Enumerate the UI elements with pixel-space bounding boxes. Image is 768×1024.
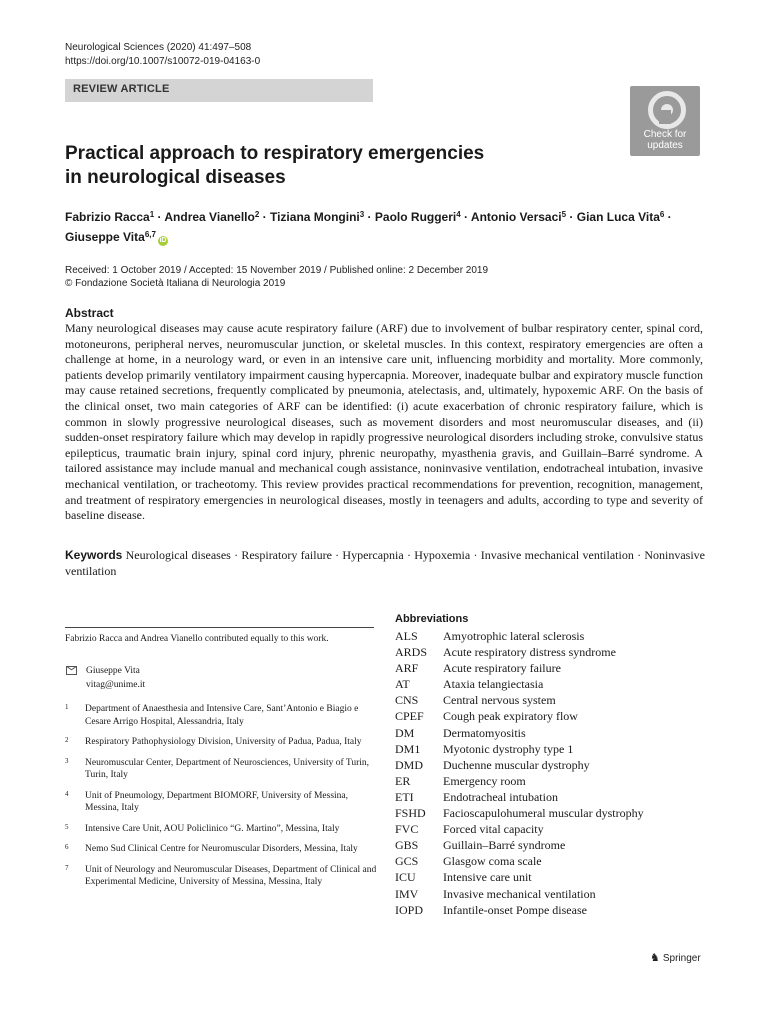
affiliation-item	[65, 843, 377, 856]
author-name[interactable]: Paolo Ruggeri	[374, 210, 457, 224]
author-list: Fabrizio Racca$^1$ · Andrea Vianello$^2$ · Tiziana Mongini$^3$ · Paolo Ruggeri$^4$ · Antonio Versaci$^5$ · Gian Luca Vita$^6$ · Giuseppe Vita$^{6,7}$iD	[65, 210, 672, 244]
affiliation-item	[65, 864, 377, 889]
affiliation-number: 7	[65, 863, 69, 872]
author-affil: 6,7	[144, 230, 156, 239]
abbreviation-term: DMD	[395, 757, 424, 772]
affiliation-item	[65, 736, 377, 749]
publication-dates: Received: 1 October 2019 / Accepted: 15 November 2019 / Published online: 2 December 2019	[65, 265, 489, 276]
author-affil: 4	[456, 210, 461, 219]
abbreviation-definition: Acute respiratory distress syndrome	[443, 645, 616, 660]
author-affil: 5	[561, 210, 567, 219]
author-affil: 1	[149, 210, 155, 219]
abbreviation-row	[395, 853, 725, 869]
correspondence-email[interactable]: vitag@unime.it	[86, 680, 146, 690]
abbreviation-definition: Dermatomyositis	[443, 725, 526, 740]
envelope-icon	[66, 666, 77, 675]
abbreviation-definition: Duchenne muscular dystrophy	[443, 757, 590, 772]
abbreviation-definition: Intensive care unit	[443, 870, 532, 885]
affiliation-item	[65, 703, 377, 728]
abbreviation-row	[395, 708, 725, 724]
check-for-updates-badge[interactable]	[630, 86, 700, 156]
author-name[interactable]: Tiziana Mongini	[269, 210, 360, 224]
abbreviation-definition: Invasive mechanical ventilation	[443, 886, 596, 901]
abbreviation-definition: Central nervous system	[443, 693, 556, 708]
publisher-name: Springer	[662, 953, 701, 964]
abbreviation-row	[395, 773, 725, 789]
author-name[interactable]: Giuseppe Vita	[65, 230, 145, 244]
abbreviation-definition: Emergency room	[443, 773, 526, 788]
affiliation-text: Nemo Sud Clinical Centre for Neuromuscular Disorders, Messina, Italy	[85, 844, 358, 854]
journal-header	[65, 41, 260, 69]
author-affil: 3	[359, 210, 365, 219]
copyright-line: © Fondazione Società Italiana di Neurologia 2019	[65, 278, 286, 289]
abbreviation-row	[395, 757, 725, 773]
affiliation-text: Respiratory Pathophysiology Division, University of Padua, Padua, Italy	[85, 737, 362, 747]
abbreviation-definition: Infantile-onset Pompe disease	[443, 902, 587, 917]
abbreviation-definition: Myotonic dystrophy type 1	[443, 741, 574, 756]
check-updates-line2: updates	[647, 140, 683, 151]
springer-horse-icon: ♞	[650, 952, 660, 964]
abbreviation-row	[395, 821, 725, 837]
affiliation-text: Unit of Pneumology, Department BIOMORF, University of Messina, Messina, Italy	[85, 790, 349, 813]
abbreviation-definition: Endotracheal intubation	[443, 789, 558, 804]
affiliation-item	[65, 790, 377, 815]
author-name[interactable]: Gian Luca Vita	[576, 210, 660, 224]
abbreviation-term: CNS	[395, 693, 419, 708]
abbreviations-heading: Abbreviations	[395, 613, 469, 625]
abbreviation-definition: Cough peak expiratory flow	[443, 709, 578, 724]
footnote-divider	[65, 627, 374, 628]
abbreviation-row	[395, 902, 725, 918]
abbreviation-row	[395, 660, 725, 676]
abbreviation-definition: Amyotrophic lateral sclerosis	[443, 629, 585, 643]
abbreviation-definition: Forced vital capacity	[443, 822, 544, 837]
correspondence	[86, 664, 145, 692]
correspondence-name: Giuseppe Vita	[86, 666, 140, 676]
affiliation-number: 1	[65, 703, 69, 711]
abbreviation-row	[395, 741, 725, 757]
abbreviation-row	[395, 725, 725, 741]
affiliation-text: Neuromuscular Center, Department of Neurosciences, University of Turin, Turin, Italy	[85, 757, 370, 780]
abbreviation-row	[395, 676, 725, 692]
article-type: REVIEW ARTICLE	[73, 83, 170, 95]
check-updates-line1: Check for	[643, 129, 687, 140]
abbreviation-row	[395, 869, 725, 885]
orcid-icon[interactable]: iD	[159, 237, 167, 244]
abbreviation-term: IOPD	[395, 902, 424, 917]
title-line-1: Practical approach to respiratory emergencies	[65, 143, 485, 164]
abbreviation-row	[395, 886, 725, 902]
author-name[interactable]: Andrea Vianello	[164, 210, 255, 224]
abbreviation-definition: Acute respiratory failure	[443, 661, 561, 676]
abbreviation-definition: Glasgow coma scale	[443, 854, 542, 869]
abbreviation-row	[395, 628, 725, 644]
abbreviations-list	[395, 628, 725, 918]
abbreviation-term: IMV	[395, 886, 419, 901]
affiliation-item	[65, 757, 377, 782]
affiliation-item	[65, 823, 377, 836]
keywords-heading: Keywords	[65, 548, 123, 562]
keywords-text: Neurological diseases · Respiratory failure · Hypercapnia · Hypoxemia · Invasive mechanical ventilation · Noninvasive ventilation	[65, 548, 706, 578]
affiliation-list	[65, 703, 377, 897]
abbreviation-row	[395, 644, 725, 660]
article-type-banner	[65, 79, 373, 102]
abbreviation-term: DM1	[395, 741, 421, 756]
abbreviation-definition: Facioscapulohumeral muscular dystrophy	[443, 806, 644, 821]
abbreviation-row	[395, 837, 725, 853]
abbreviation-term: ALS	[395, 629, 418, 643]
abbreviation-row	[395, 805, 725, 821]
contribution-note: Fabrizio Racca and Andrea Vianello contributed equally to this work.	[65, 634, 329, 644]
doi-link[interactable]: https://doi.org/10.1007/s10072-019-04163-0	[65, 56, 261, 67]
affiliation-text: Department of Anaesthesia and Intensive Care, Sant’Antonio e Biagio e Cesare Arrigo Hospital, Alessandria, Italy	[85, 704, 359, 727]
keywords	[65, 547, 705, 579]
abbreviation-row	[395, 692, 725, 708]
author-name[interactable]: Antonio Versaci	[470, 210, 562, 224]
affiliation-number: 3	[65, 756, 69, 765]
article-title	[65, 142, 585, 190]
abbreviation-term: ARDS	[395, 645, 428, 660]
abbreviation-term: FVC	[395, 822, 419, 837]
author-affil: 2	[254, 210, 260, 219]
affiliation-text: Unit of Neurology and Neuromuscular Diseases, Department of Clinical and Experimental Medicine, University of Messina, Messina, Italy	[85, 864, 377, 887]
affiliation-text: Intensive Care Unit, AOU Policlinico “G. Martino”, Messina, Italy	[85, 823, 340, 834]
affiliation-number: 4	[65, 789, 69, 798]
abbreviation-term: ARF	[395, 661, 419, 676]
author-affil: 6	[659, 210, 665, 219]
abbreviation-term: AT	[395, 677, 410, 692]
abbreviation-definition: Ataxia telangiectasia	[443, 677, 544, 692]
affiliation-number: 5	[65, 822, 69, 831]
publisher-logo	[650, 951, 701, 966]
abbreviation-term: ICU	[395, 870, 416, 885]
abstract-text: Many neurological diseases may cause acute respiratory failure (ARF) due to involvement of bulbar respiratory center, spinal cord, motoneurons, peripheral nerves, neuromuscular junction, or skeletal muscles. In this context, respiratory emergencies are often a challenge at home, in a neurology ward, or even in an intensive care unit, influencing morbidity and mortality. More commonly, patients develop primarily ventilatory impairment causing hypercapnia. Moreover, inadequate bulbar and expiratory muscle function may cause retained secretions, frequently complicated by pneumonia, atelectasis, and, ultimately, hypoxemic ARF. On the basis of the clinical onset, two main categories of ARF can be identified: (i) acute exacerbation of chronic respiratory failure, which is common in slowly progressive neurological diseases, such as movement disorders and most neuromuscular diseases, and (ii) sudden-onset respiratory failure which may develop in rapidly progressive neurological disorders including stroke, convulsive status epilepticus, traumatic brain injury, spinal cord injury, phrenic neuropathy, myasthenia gravis, and Guillain–Barré syndrome. A tailored assistance may include manual and mechanical cough assistance, noninvasive ventilation, endotracheal intubation, invasive mechanical ventilation, or tracheotomy. This review provides practical recommendations for prevention, recognition, management, and treatment of respiratory emergencies in neurological diseases, mostly in teenagers and adults, according to type and severity of baseline disease.	[65, 321, 703, 523]
abbreviation-term: GCS	[395, 854, 419, 869]
abbreviation-term: FSHD	[395, 806, 426, 821]
abbreviation-term: ETI	[395, 789, 414, 804]
author-name[interactable]: Fabrizio Racca	[65, 210, 150, 224]
abbreviation-definition: Guillain–Barré syndrome	[443, 838, 566, 853]
abbreviation-term: ER	[395, 773, 411, 788]
abbreviation-row	[395, 789, 725, 805]
journal-citation: Neurological Sciences (2020) 41:497–508	[65, 42, 252, 53]
abbreviation-term: GBS	[395, 838, 419, 853]
affiliation-number: 2	[65, 736, 69, 744]
abbreviation-term: CPEF	[395, 709, 424, 724]
title-line-2: in neurological diseases	[65, 167, 286, 188]
abstract-heading: Abstract	[65, 306, 114, 320]
abbreviation-term: DM	[395, 725, 415, 740]
affiliation-number: 6	[65, 843, 69, 851]
